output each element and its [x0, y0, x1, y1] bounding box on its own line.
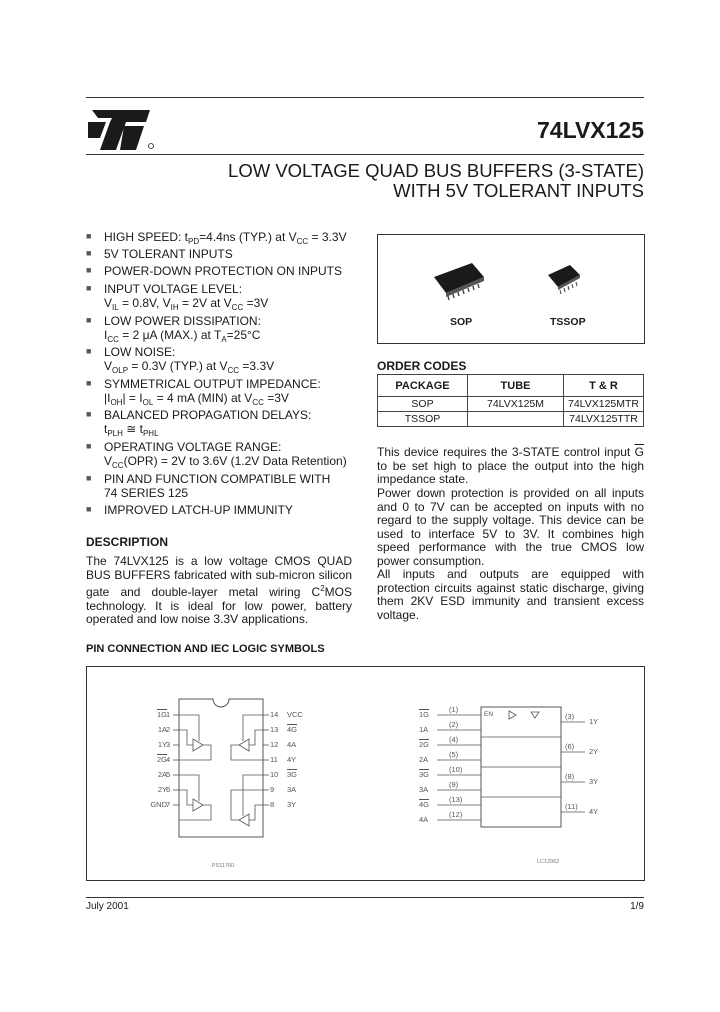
iec-input-number: (12): [449, 810, 463, 819]
iec-input-label: 2A: [419, 755, 429, 764]
iec-input-label: 3G: [419, 770, 430, 779]
column-header: PACKAGE: [378, 375, 468, 397]
iec-input-number: (4): [449, 735, 459, 744]
iec-input-label: 3A: [419, 785, 429, 794]
pin-label-left: 2A: [157, 770, 167, 779]
table-cell: 74LVX125M: [468, 397, 564, 412]
pin-label-right: 4G: [287, 725, 298, 734]
pin-number-right: 9: [270, 785, 275, 794]
pin-label-left: 2G: [156, 755, 167, 764]
iec-output-label: 1Y: [589, 717, 599, 726]
dip-code: PS11760: [211, 863, 235, 869]
pin-number-left: 5: [166, 770, 171, 779]
footer-rule: [86, 897, 644, 898]
pin-number-right: 14: [270, 710, 279, 719]
table-header-row: [378, 375, 644, 397]
pin-number-right: 11: [270, 755, 278, 764]
tssop-label: TSSOP: [550, 316, 586, 328]
iec-code: LC12962: [537, 859, 560, 865]
title-rule: [86, 154, 644, 155]
iec-input-label: 4A: [419, 815, 429, 824]
description-heading: DESCRIPTION: [86, 535, 169, 549]
table-row: [378, 412, 644, 427]
pin-label-left: 1A: [157, 725, 167, 734]
pin-label-right: 3G: [287, 770, 298, 779]
feature-low-noise: ■ LOW NOISE: $V_{OLP} = 0.3V$ (TYP.) at $V_{CC} =3.3V$: [86, 345, 275, 375]
column-header: TUBE: [468, 375, 564, 397]
footer-page: 1/9: [630, 901, 644, 912]
iec-input-number: (9): [449, 780, 459, 789]
iec-input-label: 1A: [419, 725, 429, 734]
pin-label-right: 4Y: [287, 755, 297, 764]
st-logo-icon: [86, 108, 156, 152]
iec-input-label: 4G: [419, 800, 430, 809]
iec-logic-symbol: [427, 703, 627, 879]
device-control-paragraph: This device requires the 3-STATE control input $\overline{G}$ to be set high to place the output into the high impedance state.: [377, 445, 644, 486]
feature-input-level: ■ INPUT VOLTAGE LEVEL: $V_{IL} = 0.8V$, $V_{IH} = 2V$ at $V_{CC} =3V$: [86, 282, 269, 312]
pin-number-right: 12: [270, 740, 279, 749]
iec-input-number: (1): [449, 705, 459, 714]
pin-number-right: 8: [270, 800, 275, 809]
column-header: T & R: [563, 375, 643, 397]
iec-output-label: 2Y: [589, 747, 599, 756]
pin-number-left: 3: [166, 740, 171, 749]
description-text: The 74LVX125 is a low voltage CMOS QUAD BUS BUFFERS fabricated with sub-micron silicon gate and double-layer metal wiring $C^2MOS$ technology. It is ideal for low power, battery operated and low noise 3.3V applications.: [86, 554, 352, 626]
pin-number-left: 7: [166, 800, 171, 809]
pin-number-left: 1: [166, 710, 171, 719]
iec-en-label: EN: [484, 711, 494, 718]
sop-label: SOP: [450, 316, 473, 328]
iec-output-number: (8): [565, 772, 575, 781]
table-cell: TSSOP: [378, 412, 468, 427]
pin-label-right: 3A: [287, 785, 297, 794]
feature-5v-tolerant: ■ 5V TOLERANT INPUTS: [86, 247, 233, 261]
order-codes-table: [377, 374, 644, 427]
feature-propagation: ■ BALANCED PROPAGATION DELAYS: $t_{PLH}$ ≅ $t_{PHL}$: [86, 408, 312, 438]
feature-high-speed: ■ HIGH SPEED: $t_{PD}=4.4ns$ (TYP.) at $V_{CC} = 3.3V$: [86, 230, 347, 246]
feature-latch-up: ■ IMPROVED LATCH-UP IMMUNITY: [86, 503, 293, 517]
table-row: [378, 397, 644, 412]
table-cell: [468, 412, 564, 427]
iec-output-label: 4Y: [589, 807, 599, 816]
footer-date: July 2001: [86, 901, 129, 912]
feature-pin-compatible: ■ PIN AND FUNCTION COMPATIBLE WITH 74 SERIES 125: [86, 472, 331, 500]
package-box: [377, 234, 645, 344]
feature-output-impedance: ■ SYMMETRICAL OUTPUT IMPEDANCE: $|I_{OH}| = I_{OL} = 4$ mA (MIN) at $V_{CC} =3V$: [86, 377, 321, 407]
pin-diagram-box: [86, 666, 645, 881]
feature-power-down: ■ POWER-DOWN PROTECTION ON INPUTS: [86, 264, 342, 278]
iec-output-number: (11): [565, 802, 578, 811]
table-cell: 74LVX125MTR: [563, 397, 643, 412]
iec-output-number: (3): [565, 712, 575, 721]
table-cell: 74LVX125TTR: [563, 412, 643, 427]
iec-input-label: 2G: [419, 740, 430, 749]
feature-low-power: ■ LOW POWER DISSIPATION: $I_{CC} = 2$ μA (MAX.) at $T_A=25^\circ C$: [86, 314, 261, 344]
tssop-package-icon: [544, 263, 586, 297]
iec-output-number: (6): [565, 742, 575, 751]
part-number: 74LVX125: [537, 117, 644, 143]
pin-label-right: 3Y: [287, 800, 297, 809]
svg-text:ST: ST: [86, 108, 88, 109]
iec-input-number: (2): [449, 720, 459, 729]
pin-label-right: VCC: [287, 710, 303, 719]
iec-input-number: (13): [449, 795, 463, 804]
table-cell: SOP: [378, 397, 468, 412]
pin-number-right: 13: [270, 725, 279, 734]
pin-section-heading: PIN CONNECTION AND IEC LOGIC SYMBOLS: [86, 643, 325, 655]
iec-input-number: (10): [449, 765, 463, 774]
pin-label-left: 1G: [156, 710, 167, 719]
pin-label-left: 2Y: [157, 785, 167, 794]
feature-operating-voltage: ■ OPERATING VOLTAGE RANGE: $V_{CC}(OPR) = 2V$ to 3.6V (1.2V Data Retention): [86, 440, 347, 470]
title-line1: LOW VOLTAGE QUAD BUS BUFFERS (3-STATE): [228, 160, 644, 181]
iec-input-number: (5): [449, 750, 459, 759]
iec-input-label: 1G: [419, 710, 430, 719]
esd-paragraph: All inputs and outputs are equipped with protection circuits against static discharge, giving them 2KV ESD immunity and transient excess voltage.: [377, 567, 644, 622]
pin-number-left: 6: [166, 785, 171, 794]
pin-number-left: 4: [166, 755, 171, 764]
pin-label-left: 1Y: [157, 740, 167, 749]
iec-output-label: 3Y: [589, 777, 599, 786]
pin-number-left: 2: [166, 725, 171, 734]
pin-number-right: 10: [270, 770, 279, 779]
order-codes-heading: ORDER CODES: [377, 359, 467, 373]
pin-label-right: 4A: [287, 740, 297, 749]
power-down-paragraph: Power down protection is provided on all inputs and 0 to 7V can be accepted on inputs with no regard to the supply voltage. This device can be used to interface 5V to 3V. It combines high speed performance with the true CMOS low power consumption.: [377, 486, 644, 568]
title-line2: WITH 5V TOLERANT INPUTS: [393, 180, 644, 201]
pin-label-left: GND: [150, 800, 167, 809]
sop-package-icon: [428, 259, 488, 301]
top-rule: [86, 97, 644, 98]
